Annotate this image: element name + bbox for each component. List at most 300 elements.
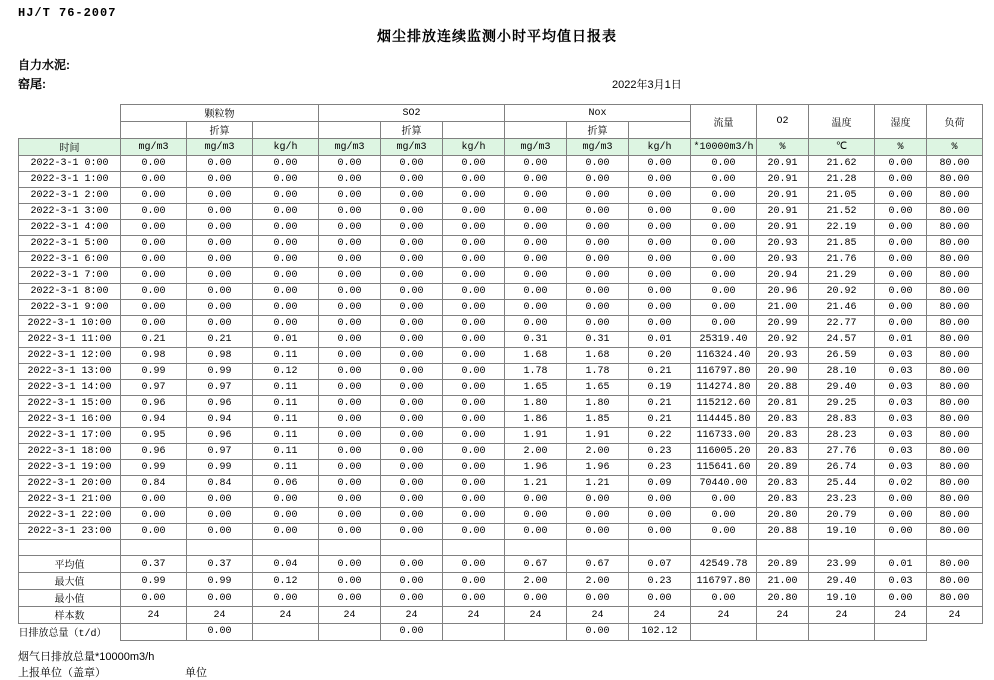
- row-time-cell: 2022-3-1 4:00: [19, 220, 121, 236]
- row-value-cell: 0.00: [691, 172, 757, 188]
- row-time-cell: 2022-3-1 15:00: [19, 396, 121, 412]
- summary-value-cell: 2.00: [505, 573, 567, 590]
- row-value-cell: 0.00: [121, 156, 187, 172]
- row-value-cell: 21.46: [809, 300, 875, 316]
- row-value-cell: 20.83: [757, 428, 809, 444]
- row-value-cell: 0.00: [629, 220, 691, 236]
- row-value-cell: 0.00: [691, 268, 757, 284]
- row-value-cell: 0.99: [121, 364, 187, 380]
- row-value-cell: 0.00: [319, 508, 381, 524]
- row-value-cell: 0.00: [629, 204, 691, 220]
- spacer-cell: [875, 540, 927, 556]
- summary-value-cell: 0.99: [121, 573, 187, 590]
- row-value-cell: 0.00: [443, 220, 505, 236]
- row-value-cell: 0.84: [121, 476, 187, 492]
- footer-unit-label: 单位: [185, 667, 207, 679]
- unit-cell: %: [757, 139, 809, 156]
- table-group-header-row: [19, 105, 983, 122]
- row-time-cell: 2022-3-1 7:00: [19, 268, 121, 284]
- summary-value-cell: 24: [319, 607, 381, 624]
- row-value-cell: 0.95: [121, 428, 187, 444]
- row-value-cell: 0.00: [629, 492, 691, 508]
- daily-total-value-cell: [253, 624, 319, 641]
- group-header-so2: SO2: [319, 105, 505, 122]
- standard-code: HJ/T 76-2007: [18, 6, 117, 20]
- row-value-cell: 0.03: [875, 460, 927, 476]
- row-value-cell: 0.00: [253, 188, 319, 204]
- summary-value-cell: 24: [757, 607, 809, 624]
- row-value-cell: 20.89: [757, 460, 809, 476]
- row-time-cell: 2022-3-1 1:00: [19, 172, 121, 188]
- row-value-cell: 20.93: [757, 348, 809, 364]
- row-value-cell: 0.94: [187, 412, 253, 428]
- row-value-cell: 80.00: [927, 220, 983, 236]
- summary-value-cell: 24: [505, 607, 567, 624]
- daily-total-row: [19, 624, 983, 641]
- row-value-cell: 20.80: [757, 508, 809, 524]
- table-row: [19, 156, 983, 172]
- summary-value-cell: 24: [875, 607, 927, 624]
- summary-value-cell: 0.00: [121, 590, 187, 607]
- row-value-cell: 0.00: [381, 348, 443, 364]
- row-value-cell: 0.00: [381, 364, 443, 380]
- row-value-cell: 0.00: [567, 524, 629, 540]
- summary-value-cell: 0.00: [443, 556, 505, 573]
- column-header-o2: O2: [757, 105, 809, 139]
- row-value-cell: 0.00: [187, 204, 253, 220]
- row-value-cell: 21.52: [809, 204, 875, 220]
- row-value-cell: 20.99: [757, 316, 809, 332]
- row-value-cell: 0.00: [319, 396, 381, 412]
- spacer-cell: [253, 540, 319, 556]
- summary-value-cell: 0.37: [187, 556, 253, 573]
- sub-header-converted-so2: 折算: [381, 122, 443, 139]
- row-value-cell: 0.00: [187, 316, 253, 332]
- row-value-cell: 0.03: [875, 380, 927, 396]
- row-value-cell: 115641.60: [691, 460, 757, 476]
- row-value-cell: 1.65: [505, 380, 567, 396]
- row-value-cell: 1.85: [567, 412, 629, 428]
- row-value-cell: 0.22: [629, 428, 691, 444]
- row-value-cell: 0.00: [381, 524, 443, 540]
- row-value-cell: 0.00: [121, 492, 187, 508]
- daily-total-value-cell: 102.12: [629, 624, 691, 641]
- table-spacer-row: [19, 540, 983, 556]
- spacer-cell: [757, 540, 809, 556]
- row-value-cell: 0.00: [381, 492, 443, 508]
- sub-header-blank-particulate-2: [253, 122, 319, 139]
- row-value-cell: 20.91: [757, 156, 809, 172]
- row-value-cell: 0.00: [505, 316, 567, 332]
- summary-value-cell: 23.99: [809, 556, 875, 573]
- row-value-cell: 0.00: [121, 524, 187, 540]
- spacer-cell: [505, 540, 567, 556]
- daily-total-value-cell: [809, 624, 875, 641]
- table-row: [19, 204, 983, 220]
- row-value-cell: 0.00: [381, 460, 443, 476]
- column-header-humidity: 湿度: [875, 105, 927, 139]
- sub-header-blank-so2-2: [443, 122, 505, 139]
- row-value-cell: 0.00: [253, 300, 319, 316]
- row-value-cell: 0.97: [121, 380, 187, 396]
- spacer-cell: [19, 540, 121, 556]
- row-value-cell: 1.96: [567, 460, 629, 476]
- footer-reporting-unit: 上报单位（盖章）: [18, 667, 106, 679]
- table-row: [19, 380, 983, 396]
- row-value-cell: 20.92: [757, 332, 809, 348]
- row-value-cell: 0.00: [319, 428, 381, 444]
- row-value-cell: 0.00: [443, 508, 505, 524]
- row-value-cell: 0.00: [121, 508, 187, 524]
- row-value-cell: 0.00: [121, 268, 187, 284]
- spacer-cell: [927, 540, 983, 556]
- row-value-cell: 0.00: [875, 188, 927, 204]
- row-value-cell: 0.03: [875, 396, 927, 412]
- summary-value-cell: 0.00: [381, 573, 443, 590]
- column-header-load: 负荷: [927, 105, 983, 139]
- row-value-cell: 116797.80: [691, 364, 757, 380]
- row-time-cell: 2022-3-1 11:00: [19, 332, 121, 348]
- table-row: [19, 492, 983, 508]
- row-value-cell: 0.00: [875, 204, 927, 220]
- table-row: [19, 316, 983, 332]
- row-value-cell: 0.00: [505, 300, 567, 316]
- summary-value-cell: 116797.80: [691, 573, 757, 590]
- summary-value-cell: 0.00: [691, 590, 757, 607]
- row-value-cell: 19.10: [809, 524, 875, 540]
- row-value-cell: 28.10: [809, 364, 875, 380]
- row-value-cell: 0.00: [505, 220, 567, 236]
- row-value-cell: 0.00: [443, 188, 505, 204]
- row-value-cell: 0.00: [187, 524, 253, 540]
- summary-row: [19, 607, 983, 624]
- row-value-cell: 0.00: [567, 492, 629, 508]
- table-row: [19, 348, 983, 364]
- row-value-cell: 0.00: [319, 444, 381, 460]
- summary-value-cell: 0.07: [629, 556, 691, 573]
- spacer-cell: [629, 540, 691, 556]
- row-value-cell: 0.00: [567, 172, 629, 188]
- summary-value-cell: 0.00: [319, 556, 381, 573]
- row-value-cell: 0.11: [253, 444, 319, 460]
- unit-cell: mg/m3: [187, 139, 253, 156]
- row-value-cell: 0.00: [319, 220, 381, 236]
- row-value-cell: 23.23: [809, 492, 875, 508]
- row-value-cell: 0.00: [253, 492, 319, 508]
- row-value-cell: 0.00: [319, 300, 381, 316]
- row-value-cell: 20.88: [757, 380, 809, 396]
- row-value-cell: 0.00: [381, 220, 443, 236]
- row-value-cell: 0.00: [629, 300, 691, 316]
- summary-value-cell: 24: [691, 607, 757, 624]
- row-value-cell: 0.00: [121, 172, 187, 188]
- daily-total-value-cell: [319, 624, 381, 641]
- row-value-cell: 0.00: [629, 236, 691, 252]
- unit-cell: %: [927, 139, 983, 156]
- row-value-cell: 0.98: [187, 348, 253, 364]
- summary-value-cell: 0.00: [319, 590, 381, 607]
- sub-header-blank-nox-2: [629, 122, 691, 139]
- row-time-cell: 2022-3-1 19:00: [19, 460, 121, 476]
- spacer-cell: [443, 540, 505, 556]
- row-value-cell: 0.00: [381, 204, 443, 220]
- summary-value-cell: 0.01: [875, 556, 927, 573]
- row-value-cell: 0.00: [567, 316, 629, 332]
- row-value-cell: 0.00: [567, 156, 629, 172]
- group-header-nox: Nox: [505, 105, 691, 122]
- row-value-cell: 0.00: [443, 444, 505, 460]
- daily-total-label: 日排放总量（t/d）: [18, 629, 107, 640]
- row-value-cell: 0.00: [875, 172, 927, 188]
- row-value-cell: 0.00: [443, 380, 505, 396]
- row-value-cell: 0.00: [691, 524, 757, 540]
- row-value-cell: 0.00: [691, 284, 757, 300]
- row-value-cell: 0.00: [567, 508, 629, 524]
- sub-header-converted-particulate: 折算: [187, 122, 253, 139]
- row-value-cell: 0.00: [875, 268, 927, 284]
- unit-cell: %: [875, 139, 927, 156]
- row-value-cell: 1.96: [505, 460, 567, 476]
- row-value-cell: 0.00: [629, 252, 691, 268]
- row-value-cell: 0.00: [381, 476, 443, 492]
- spacer-cell: [567, 540, 629, 556]
- row-value-cell: 0.00: [629, 284, 691, 300]
- row-value-cell: 0.00: [443, 412, 505, 428]
- row-time-cell: 2022-3-1 6:00: [19, 252, 121, 268]
- row-value-cell: 0.00: [505, 252, 567, 268]
- row-value-cell: 0.01: [875, 332, 927, 348]
- row-value-cell: 0.21: [121, 332, 187, 348]
- row-value-cell: 0.00: [187, 236, 253, 252]
- row-value-cell: 80.00: [927, 268, 983, 284]
- summary-value-cell: 0.00: [629, 590, 691, 607]
- row-value-cell: 0.00: [443, 252, 505, 268]
- row-value-cell: 0.00: [505, 508, 567, 524]
- group-header-particulate: 颗粒物: [121, 105, 319, 122]
- row-time-cell: 2022-3-1 5:00: [19, 236, 121, 252]
- row-value-cell: 0.00: [381, 268, 443, 284]
- row-value-cell: 0.00: [629, 316, 691, 332]
- table-row: [19, 332, 983, 348]
- table-row: [19, 188, 983, 204]
- summary-value-cell: 24: [629, 607, 691, 624]
- row-value-cell: 0.00: [505, 156, 567, 172]
- row-value-cell: 0.00: [875, 252, 927, 268]
- daily-total-value-cell: 0.00: [567, 624, 629, 641]
- summary-row-label: 最大值: [19, 573, 121, 590]
- row-value-cell: 0.00: [567, 204, 629, 220]
- summary-value-cell: 24: [809, 607, 875, 624]
- row-value-cell: 80.00: [927, 332, 983, 348]
- row-value-cell: 1.91: [505, 428, 567, 444]
- row-time-cell: 2022-3-1 0:00: [19, 156, 121, 172]
- row-value-cell: 0.00: [121, 236, 187, 252]
- daily-total-value-cell: [875, 624, 927, 641]
- spacer-cell: [381, 540, 443, 556]
- row-value-cell: 0.00: [567, 236, 629, 252]
- row-value-cell: 20.88: [757, 524, 809, 540]
- row-value-cell: 0.00: [567, 300, 629, 316]
- row-value-cell: 0.00: [253, 204, 319, 220]
- row-time-cell: 2022-3-1 23:00: [19, 524, 121, 540]
- row-value-cell: 0.00: [691, 188, 757, 204]
- row-value-cell: 0.02: [875, 476, 927, 492]
- row-value-cell: 0.21: [629, 364, 691, 380]
- row-value-cell: 0.98: [121, 348, 187, 364]
- row-value-cell: 0.31: [567, 332, 629, 348]
- row-value-cell: 0.00: [253, 156, 319, 172]
- row-value-cell: 0.00: [691, 156, 757, 172]
- row-value-cell: 116005.20: [691, 444, 757, 460]
- row-time-cell: 2022-3-1 16:00: [19, 412, 121, 428]
- row-value-cell: 0.00: [567, 268, 629, 284]
- summary-value-cell: 0.67: [505, 556, 567, 573]
- row-value-cell: 0.00: [875, 316, 927, 332]
- row-value-cell: 0.00: [121, 188, 187, 204]
- summary-value-cell: 29.40: [809, 573, 875, 590]
- row-value-cell: 21.29: [809, 268, 875, 284]
- row-value-cell: 28.83: [809, 412, 875, 428]
- row-value-cell: 70440.00: [691, 476, 757, 492]
- row-value-cell: 21.85: [809, 236, 875, 252]
- row-value-cell: 0.11: [253, 428, 319, 444]
- row-value-cell: 0.96: [121, 396, 187, 412]
- unit-cell: kg/h: [629, 139, 691, 156]
- table-row: [19, 508, 983, 524]
- unit-cell: mg/m3: [319, 139, 381, 156]
- row-value-cell: 0.00: [567, 284, 629, 300]
- row-value-cell: 0.00: [381, 508, 443, 524]
- row-value-cell: 0.00: [505, 188, 567, 204]
- row-value-cell: 20.94: [757, 268, 809, 284]
- summary-value-cell: 0.00: [381, 590, 443, 607]
- row-value-cell: 1.78: [567, 364, 629, 380]
- row-value-cell: 0.00: [253, 268, 319, 284]
- summary-value-cell: 0.37: [121, 556, 187, 573]
- row-time-cell: 2022-3-1 12:00: [19, 348, 121, 364]
- summary-value-cell: 0.03: [875, 573, 927, 590]
- row-value-cell: 0.01: [253, 332, 319, 348]
- report-date: 2022年3月1日: [612, 79, 682, 91]
- summary-value-cell: 24: [443, 607, 505, 624]
- summary-value-cell: 0.00: [319, 573, 381, 590]
- table-row: [19, 524, 983, 540]
- row-value-cell: 0.96: [187, 428, 253, 444]
- row-value-cell: 0.00: [443, 428, 505, 444]
- row-value-cell: 0.03: [875, 364, 927, 380]
- summary-value-cell: 0.00: [443, 590, 505, 607]
- row-value-cell: 0.96: [187, 396, 253, 412]
- row-value-cell: 80.00: [927, 412, 983, 428]
- row-value-cell: 20.96: [757, 284, 809, 300]
- row-value-cell: 115212.60: [691, 396, 757, 412]
- row-value-cell: 0.11: [253, 412, 319, 428]
- row-value-cell: 0.00: [505, 172, 567, 188]
- row-value-cell: 0.00: [187, 284, 253, 300]
- row-value-cell: 0.00: [319, 524, 381, 540]
- company-label: 自力水泥:: [18, 58, 70, 72]
- summary-value-cell: 20.89: [757, 556, 809, 573]
- row-value-cell: 80.00: [927, 284, 983, 300]
- row-value-cell: 0.00: [629, 156, 691, 172]
- row-value-cell: 21.05: [809, 188, 875, 204]
- row-value-cell: 80.00: [927, 156, 983, 172]
- summary-value-cell: 0.67: [567, 556, 629, 573]
- row-value-cell: 0.00: [691, 204, 757, 220]
- row-value-cell: 0.00: [381, 236, 443, 252]
- row-value-cell: 0.00: [187, 508, 253, 524]
- row-value-cell: 20.91: [757, 188, 809, 204]
- row-value-cell: 80.00: [927, 444, 983, 460]
- row-value-cell: 0.00: [443, 268, 505, 284]
- row-value-cell: 0.00: [319, 268, 381, 284]
- summary-row-label: 最小值: [19, 590, 121, 607]
- row-value-cell: 0.00: [121, 220, 187, 236]
- summary-value-cell: 24: [187, 607, 253, 624]
- row-value-cell: 0.00: [691, 492, 757, 508]
- row-value-cell: 20.91: [757, 204, 809, 220]
- row-value-cell: 0.00: [567, 252, 629, 268]
- row-value-cell: 1.86: [505, 412, 567, 428]
- row-value-cell: 0.00: [443, 492, 505, 508]
- row-value-cell: 0.00: [443, 348, 505, 364]
- row-value-cell: 22.19: [809, 220, 875, 236]
- table-row: [19, 172, 983, 188]
- row-value-cell: 0.03: [875, 412, 927, 428]
- table-row: [19, 428, 983, 444]
- row-value-cell: 0.00: [443, 396, 505, 412]
- spacer-cell: [809, 540, 875, 556]
- row-value-cell: 1.78: [505, 364, 567, 380]
- row-value-cell: 26.59: [809, 348, 875, 364]
- row-time-cell: 2022-3-1 17:00: [19, 428, 121, 444]
- row-value-cell: 20.90: [757, 364, 809, 380]
- row-value-cell: 0.00: [253, 508, 319, 524]
- row-value-cell: 0.23: [629, 444, 691, 460]
- row-value-cell: 0.00: [443, 364, 505, 380]
- summary-row: [19, 556, 983, 573]
- row-value-cell: 0.00: [319, 316, 381, 332]
- row-value-cell: 0.00: [381, 188, 443, 204]
- row-value-cell: 0.00: [691, 316, 757, 332]
- row-value-cell: 0.00: [381, 412, 443, 428]
- row-value-cell: 80.00: [927, 460, 983, 476]
- summary-value-cell: 0.00: [381, 556, 443, 573]
- row-value-cell: 0.00: [319, 188, 381, 204]
- unit-cell: kg/h: [443, 139, 505, 156]
- row-value-cell: 1.91: [567, 428, 629, 444]
- row-value-cell: 0.00: [443, 236, 505, 252]
- daily-total-value-cell: 0.00: [381, 624, 443, 641]
- summary-value-cell: 0.12: [253, 573, 319, 590]
- row-time-cell: 2022-3-1 10:00: [19, 316, 121, 332]
- row-value-cell: 0.00: [443, 524, 505, 540]
- table-row: [19, 300, 983, 316]
- row-value-cell: 20.83: [757, 412, 809, 428]
- emission-data-table: [18, 104, 983, 641]
- row-value-cell: 0.00: [505, 204, 567, 220]
- row-value-cell: 22.77: [809, 316, 875, 332]
- row-value-cell: 80.00: [927, 316, 983, 332]
- row-value-cell: 0.00: [443, 476, 505, 492]
- row-value-cell: 0.00: [253, 316, 319, 332]
- row-value-cell: 0.11: [253, 380, 319, 396]
- row-value-cell: 20.79: [809, 508, 875, 524]
- row-value-cell: 0.00: [319, 156, 381, 172]
- row-value-cell: 21.28: [809, 172, 875, 188]
- row-value-cell: 0.00: [505, 236, 567, 252]
- row-value-cell: 0.00: [381, 316, 443, 332]
